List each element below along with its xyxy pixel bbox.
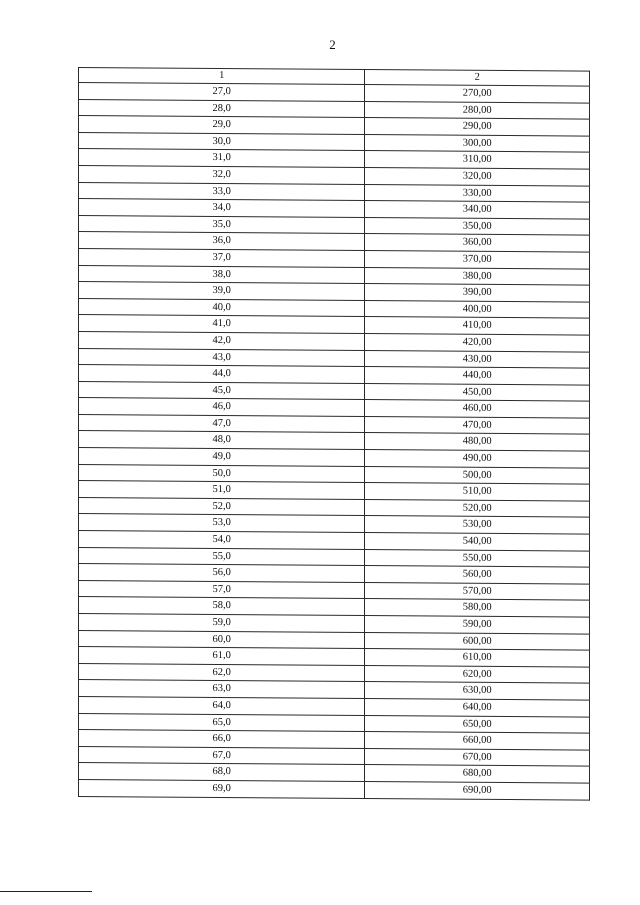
- cell-column-2: 530,00: [365, 516, 590, 534]
- cell-column-1: 53,0: [79, 514, 365, 533]
- table-body: [79, 83, 590, 800]
- cell-column-1: 62,0: [79, 663, 365, 682]
- cell-column-1: 61,0: [79, 647, 365, 666]
- cell-column-1: 40,0: [79, 298, 365, 317]
- cell-column-1: 51,0: [79, 481, 365, 500]
- cell-column-1: 48,0: [79, 431, 365, 450]
- cell-column-2: 640,00: [365, 698, 590, 716]
- cell-column-2: 610,00: [365, 649, 590, 667]
- cell-column-2: 430,00: [365, 350, 590, 368]
- cell-column-2: 380,00: [365, 267, 590, 285]
- page-number: 2: [329, 37, 336, 52]
- cell-column-2: 570,00: [365, 582, 590, 600]
- cell-column-1: 69,0: [79, 779, 365, 798]
- cell-column-2: 630,00: [365, 682, 590, 700]
- cell-column-1: 32,0: [79, 165, 365, 184]
- cell-column-1: 34,0: [79, 199, 365, 218]
- cell-column-1: 55,0: [79, 547, 365, 566]
- cell-column-2: 540,00: [365, 533, 590, 551]
- cell-column-2: 290,00: [365, 118, 590, 136]
- cell-column-1: 54,0: [79, 531, 365, 550]
- cell-column-1: 43,0: [79, 348, 365, 367]
- cell-column-2: 510,00: [365, 483, 590, 501]
- cell-column-2: 370,00: [365, 250, 590, 268]
- cell-column-2: 590,00: [365, 616, 590, 634]
- cell-column-1: 38,0: [79, 265, 365, 284]
- column-header-1: 1: [79, 68, 365, 85]
- cell-column-1: 47,0: [79, 414, 365, 433]
- cell-column-1: 45,0: [79, 381, 365, 400]
- cell-column-1: 29,0: [79, 116, 365, 135]
- cell-column-1: 50,0: [79, 464, 365, 483]
- cell-column-1: 33,0: [79, 182, 365, 201]
- footnote-rule: [0, 891, 92, 892]
- cell-column-1: 27,0: [79, 83, 365, 102]
- cell-column-1: 65,0: [79, 713, 365, 732]
- cell-column-1: 56,0: [79, 564, 365, 583]
- cell-column-1: 49,0: [79, 448, 365, 467]
- cell-column-2: 520,00: [365, 499, 590, 517]
- cell-column-2: 360,00: [365, 234, 590, 252]
- cell-column-1: 44,0: [79, 365, 365, 384]
- cell-column-1: 64,0: [79, 696, 365, 715]
- cell-column-2: 350,00: [365, 217, 590, 235]
- cell-column-1: 28,0: [79, 99, 365, 118]
- cell-column-2: 490,00: [365, 450, 590, 468]
- cell-column-2: 690,00: [365, 781, 590, 799]
- cell-column-1: 66,0: [79, 730, 365, 749]
- cell-column-1: 59,0: [79, 614, 365, 633]
- cell-column-2: 310,00: [365, 151, 590, 169]
- cell-column-1: 39,0: [79, 282, 365, 301]
- cell-column-1: 35,0: [79, 215, 365, 234]
- cell-column-2: 420,00: [365, 333, 590, 351]
- cell-column-2: 400,00: [365, 300, 590, 318]
- cell-column-2: 670,00: [365, 748, 590, 766]
- cell-column-2: 280,00: [365, 101, 590, 119]
- cell-column-2: 470,00: [365, 416, 590, 434]
- cell-column-1: 30,0: [79, 132, 365, 151]
- cell-column-1: 57,0: [79, 580, 365, 599]
- cell-column-1: 46,0: [79, 398, 365, 417]
- cell-column-2: 450,00: [365, 383, 590, 401]
- cell-column-1: 52,0: [79, 497, 365, 516]
- cell-column-2: 320,00: [365, 167, 590, 185]
- cell-column-2: 480,00: [365, 433, 590, 451]
- cell-column-2: 600,00: [365, 632, 590, 650]
- cell-column-2: 340,00: [365, 201, 590, 219]
- cell-column-1: 42,0: [79, 331, 365, 350]
- table-row: [79, 779, 590, 799]
- cell-column-2: 440,00: [365, 367, 590, 385]
- cell-column-1: 37,0: [79, 248, 365, 267]
- cell-column-2: 330,00: [365, 184, 590, 202]
- cell-column-2: 650,00: [365, 715, 590, 733]
- cell-column-2: 300,00: [365, 134, 590, 152]
- cell-column-1: 67,0: [79, 746, 365, 765]
- cell-column-2: 410,00: [365, 317, 590, 335]
- cell-column-2: 460,00: [365, 400, 590, 418]
- cell-column-2: 390,00: [365, 284, 590, 302]
- cell-column-2: 680,00: [365, 765, 590, 783]
- cell-column-2: 620,00: [365, 665, 590, 683]
- cell-column-1: 31,0: [79, 149, 365, 168]
- column-header-2: 2: [365, 70, 590, 87]
- value-table: [78, 67, 590, 800]
- cell-column-2: 580,00: [365, 599, 590, 617]
- cell-column-2: 550,00: [365, 549, 590, 567]
- cell-column-1: 63,0: [79, 680, 365, 699]
- cell-column-2: 270,00: [365, 85, 590, 103]
- cell-column-2: 560,00: [365, 566, 590, 584]
- cell-column-1: 58,0: [79, 597, 365, 616]
- cell-column-1: 68,0: [79, 763, 365, 782]
- cell-column-1: 41,0: [79, 315, 365, 334]
- cell-column-2: 660,00: [365, 732, 590, 750]
- cell-column-1: 60,0: [79, 630, 365, 649]
- cell-column-2: 500,00: [365, 466, 590, 484]
- cell-column-1: 36,0: [79, 232, 365, 251]
